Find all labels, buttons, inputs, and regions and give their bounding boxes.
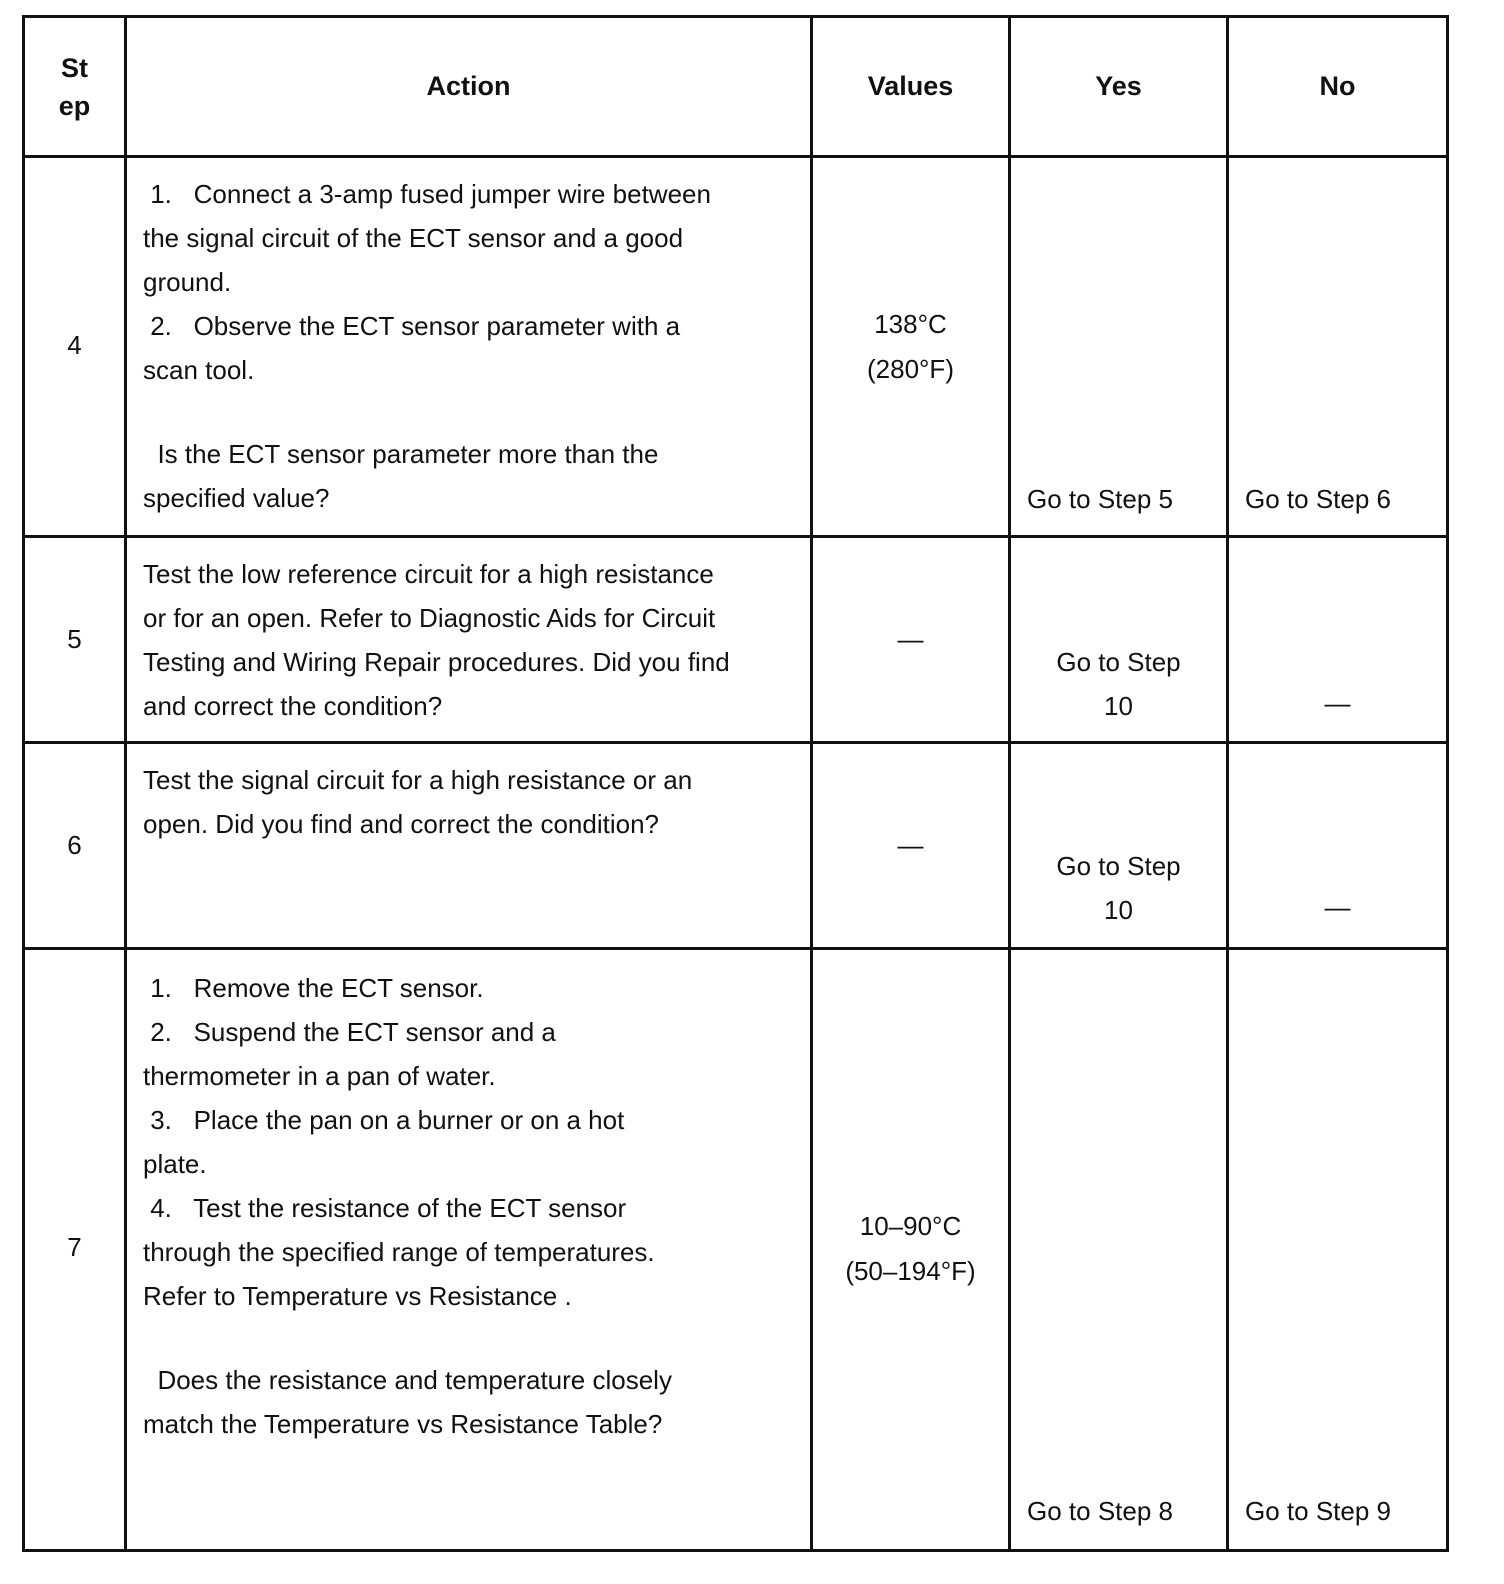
no-dash: —: [1324, 892, 1351, 922]
step-cell: [24, 949, 126, 1551]
header-step: [24, 17, 126, 157]
action-line: [143, 1318, 794, 1358]
step-cell: [24, 157, 126, 537]
action-line: 2. Suspend the ECT sensor and a: [143, 1017, 556, 1047]
header-step-line-2: ep: [58, 90, 91, 121]
value-line: (50–194°F): [845, 1256, 976, 1286]
value-line: 138°C: [874, 309, 947, 339]
action-line: Test the signal circuit for a high resistance or an: [143, 765, 693, 795]
action-line: Test the low reference circuit for a high resistance: [143, 559, 714, 589]
action-line: 4. Test the resistance of the ECT sensor: [143, 1193, 627, 1223]
action-line: through the specified range of temperatures.: [143, 1237, 655, 1267]
action-line: specified value?: [143, 483, 330, 513]
header-no: No: [1228, 17, 1448, 157]
action-line: the signal circuit of the ECT sensor and a good: [143, 223, 684, 253]
no-cell: [1228, 157, 1448, 537]
yes-cell: [1010, 743, 1228, 949]
action-line: match the Temperature vs Resistance Table?: [143, 1409, 663, 1439]
yes-cell: [1010, 537, 1228, 743]
action-line: scan tool.: [143, 355, 255, 385]
table-row: [24, 157, 1448, 537]
action-cell: [126, 949, 812, 1551]
value-dash: —: [897, 830, 924, 860]
step-cell: [24, 743, 126, 949]
action-line: 2. Observe the ECT sensor parameter with a: [143, 311, 681, 341]
action-line: plate.: [143, 1149, 207, 1179]
action-cell: [126, 157, 812, 537]
values-cell: [812, 743, 1010, 949]
value-dash: —: [897, 624, 924, 654]
no-target: Go to Step 6: [1245, 484, 1391, 514]
yes-target: Go to Step: [1056, 851, 1181, 881]
action-line: 1. Remove the ECT sensor.: [143, 973, 484, 1003]
diagnostic-table: [22, 15, 1449, 1552]
yes-target: Go to Step: [1056, 647, 1181, 677]
diagnostic-table-frame: [22, 15, 1446, 1549]
step-number: 4: [67, 330, 82, 360]
no-dash: —: [1324, 688, 1351, 718]
header-yes: Yes: [1010, 17, 1228, 157]
action-line: or for an open. Refer to Diagnostic Aids for Circuit: [143, 603, 716, 633]
table-row: [24, 743, 1448, 949]
action-line: Is the ECT sensor parameter more than the: [143, 439, 659, 469]
yes-cell: [1010, 949, 1228, 1551]
action-line: open. Did you find and correct the condition?: [143, 809, 660, 839]
header-step-line-1: St: [61, 52, 88, 83]
no-cell: [1228, 537, 1448, 743]
header-action: Action: [126, 17, 812, 157]
yes-target-step: 10: [1104, 691, 1133, 721]
action-line: Testing and Wiring Repair procedures. Did you find: [143, 647, 730, 677]
table-row: [24, 537, 1448, 743]
no-cell: [1228, 743, 1448, 949]
yes-target: Go to Step 5: [1027, 484, 1173, 514]
action-line: thermometer in a pan of water.: [143, 1061, 496, 1091]
table-row: [24, 949, 1448, 1551]
action-line: and correct the condition?: [143, 691, 443, 721]
value-line: (280°F): [867, 354, 954, 384]
value-line: 10–90°C: [859, 1211, 962, 1241]
values-cell: [812, 157, 1010, 537]
values-cell: [812, 537, 1010, 743]
step-number: 5: [67, 624, 82, 654]
step-cell: [24, 537, 126, 743]
step-number: 6: [67, 830, 82, 860]
values-cell: [812, 949, 1010, 1551]
no-cell: [1228, 949, 1448, 1551]
header-values: Values: [812, 17, 1010, 157]
action-line: 3. Place the pan on a burner or on a hot: [143, 1105, 625, 1135]
action-line: Does the resistance and temperature closely: [143, 1365, 672, 1395]
action-line: [143, 392, 794, 432]
yes-cell: [1010, 157, 1228, 537]
action-line: 1. Connect a 3-amp fused jumper wire between: [143, 179, 711, 209]
yes-target-step: 10: [1104, 895, 1133, 925]
no-target: Go to Step 9: [1245, 1496, 1391, 1526]
header-row: [24, 17, 1448, 157]
step-number: 7: [67, 1232, 82, 1262]
action-cell: [126, 537, 812, 743]
action-line: Refer to Temperature vs Resistance .: [143, 1281, 572, 1311]
yes-target: Go to Step 8: [1027, 1496, 1173, 1526]
action-cell: [126, 743, 812, 949]
action-line: ground.: [143, 267, 232, 297]
